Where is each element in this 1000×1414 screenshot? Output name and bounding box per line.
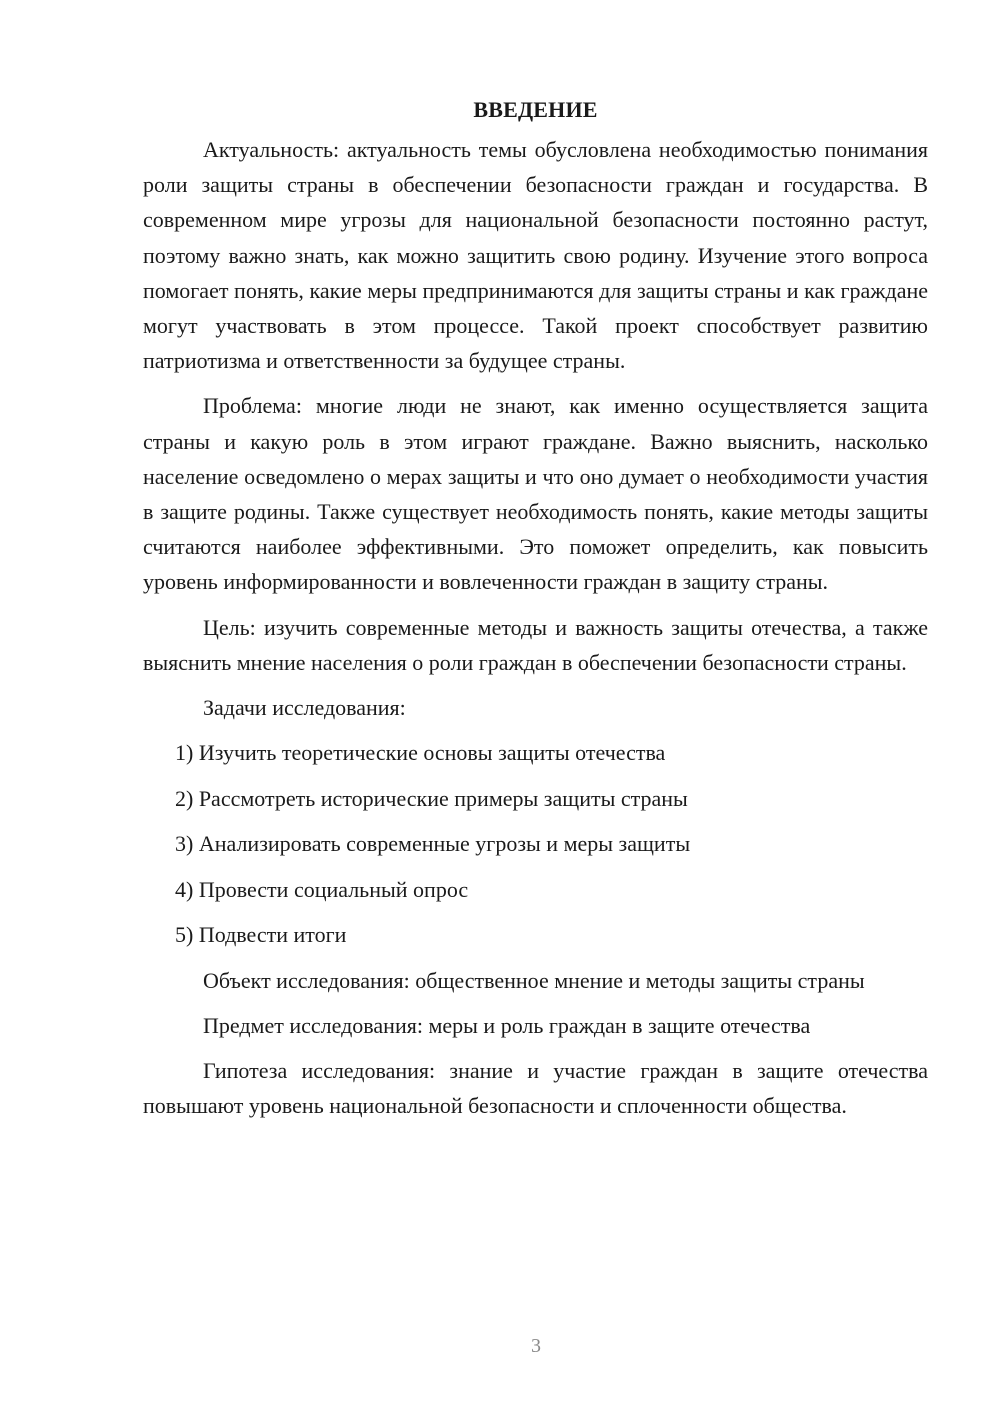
relevance-paragraph: Актуальность: актуальность темы обусловлена необходимостью понимания роли защиты страны в обеспечении безопасности граждан и государства. В современном мире угрозы для национальной безопасности постоянно растут, поэтому важно знать, как можно защитить свою родину. Изучение этого вопроса помогает понять, какие меры предпринимаются для защиты страны и как граждане могут участвовать в этом процессе. Такой проект способствует развитию патриотизма и ответственности за будущее страны. [143, 137, 928, 374]
list-item: 4) Провести социальный опрос [175, 876, 469, 902]
list-item: 3) Анализировать современные угрозы и меры защиты [175, 831, 691, 857]
list-item: 1) Изучить теоретические основы защиты отечества [175, 740, 666, 766]
object-paragraph: Объект исследования: общественное мнение и методы защиты страны [203, 967, 865, 993]
problem-paragraph: Проблема: многие люди не знают, как именно осуществляется защита страны и какую роль в этом играют граждане. Важно выяснить, насколько население осведомлено о мерах защиты и что оно думает о необходимости участия в защите родины. Также существует необходимость понять, какие методы защиты считаются наиболее эффективными. Это поможет определить, как повысить уровень информированности и вовлеченности граждан в защиту страны. [143, 393, 928, 595]
tasks-list [143, 735, 928, 952]
page-title: ВВЕДЕНИЕ [473, 97, 598, 122]
document-page [143, 92, 928, 1134]
list-item: 2) Рассмотреть исторические примеры защиты страны [175, 785, 688, 811]
hypothesis-paragraph: Гипотеза исследования: знание и участие граждан в защите отечества повышают уровень национальной безопасности и сплоченности общества. [143, 1058, 928, 1119]
page-number: 3 [531, 1335, 541, 1357]
list-item: 5) Подвести итоги [175, 922, 347, 948]
goal-paragraph: Цель: изучить современные методы и важность защиты отечества, а также выяснить мнение населения о роли граждан в обеспечении безопасности страны. [143, 614, 928, 675]
tasks-heading: Задачи исследования: [203, 695, 406, 721]
subject-paragraph: Предмет исследования: меры и роль граждан в защите отечества [203, 1012, 811, 1038]
